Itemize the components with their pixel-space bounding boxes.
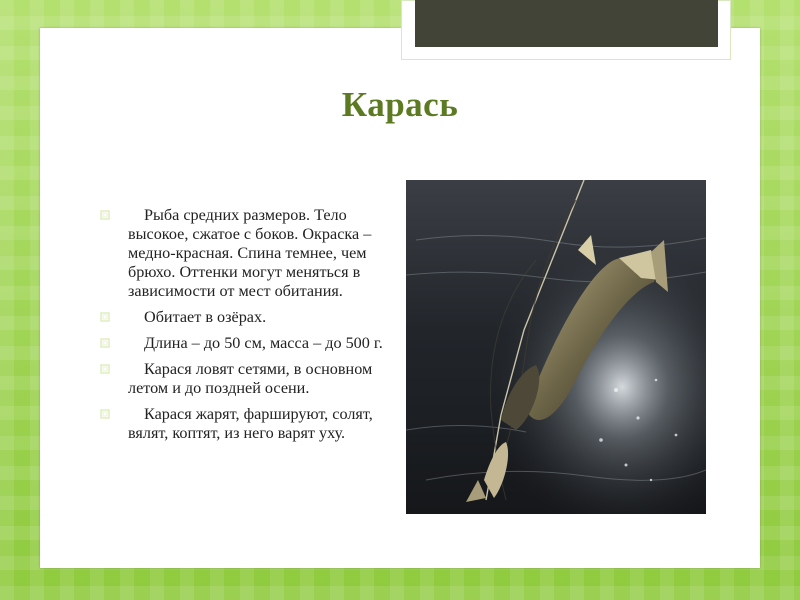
hollow-square-bullet-icon — [100, 338, 110, 348]
hollow-square-bullet-icon — [100, 409, 110, 419]
bullet-text: Карася жарят, фаршируют, солят, вялят, коптят, из него варят уху. — [128, 405, 373, 442]
bullet-text: Рыба средних размеров. Тело высокое, сжатое с боков. Окраска – медно-красная. Спина темнее, чем брюхо. Оттенки могут меняться в зависимости от мест обитания. — [128, 206, 372, 300]
bullet-text: Длина – до 50 см, масса – до 500 г. — [144, 334, 383, 352]
bullet-item — [100, 360, 390, 398]
slide-title: Карась — [341, 85, 459, 124]
hollow-square-bullet-icon — [100, 312, 110, 322]
hollow-square-bullet-icon — [100, 210, 110, 220]
bullet-item — [100, 308, 390, 327]
bullet-item — [100, 206, 390, 301]
bullet-item — [100, 405, 390, 443]
hollow-square-bullet-icon — [100, 364, 110, 374]
bullet-text: Карася ловят сетями, в основном летом и до поздней осени. — [128, 360, 373, 397]
crucian-carp-photo — [406, 180, 706, 514]
top-thumbnail-image — [415, 0, 718, 47]
bullet-list — [100, 206, 390, 450]
bullet-text: Обитает в озёрах. — [144, 308, 267, 326]
bullet-item — [100, 334, 390, 353]
photo-illustration — [406, 180, 706, 514]
